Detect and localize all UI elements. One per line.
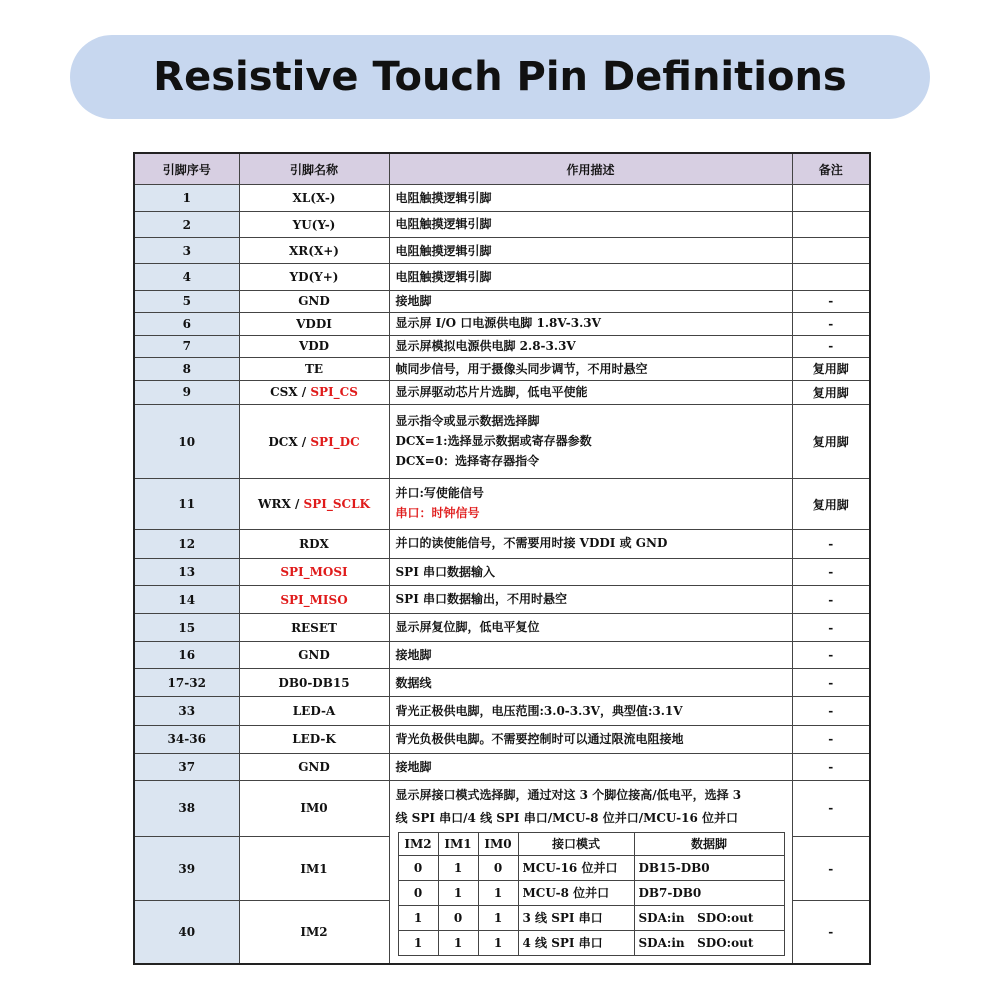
- pin-number-cell: 34-36: [134, 725, 239, 753]
- pin-name-cell: IM0: [239, 780, 389, 836]
- pin-name: GND: [298, 648, 330, 663]
- pin-name-cell: [239, 335, 389, 357]
- pin-note-cell: [792, 212, 870, 238]
- pin-description-cell: [389, 405, 792, 479]
- mode-cell: 1: [438, 930, 478, 955]
- table-row: [134, 780, 870, 836]
- pin-name-cell: [239, 642, 389, 669]
- mode-cell: MCU-16 位并口: [518, 855, 634, 880]
- description-line-serial: 串口：时钟信号: [395, 506, 480, 521]
- pin-description-cell: [389, 479, 792, 529]
- pin-name-cell: [239, 697, 389, 725]
- description-line: DCX=0：选择寄存器指令: [395, 453, 540, 468]
- pin-name: LED-A: [292, 704, 336, 719]
- pin-name-cell: [239, 238, 389, 264]
- pin-description-cell: 数据线: [389, 669, 792, 697]
- pin-number-cell: 2: [134, 212, 239, 238]
- pin-note-cell: 复用脚: [792, 479, 870, 529]
- pin-number-cell: 8: [134, 357, 239, 380]
- table-row: [134, 725, 870, 753]
- pin-name: TE: [304, 361, 324, 376]
- pin-note-cell: -: [792, 669, 870, 697]
- table-row: [134, 290, 870, 312]
- pin-note-cell: -: [792, 290, 870, 312]
- mode-row: [398, 855, 784, 880]
- table-row: [134, 212, 870, 238]
- table-row: [134, 558, 870, 585]
- pin-name: CSX /: [270, 385, 311, 400]
- pin-number-cell: 4: [134, 264, 239, 290]
- pin-note-cell: 复用脚: [792, 357, 870, 380]
- table-row: [134, 697, 870, 725]
- pin-number-cell: 37: [134, 753, 239, 780]
- pin-number-cell: 39: [134, 836, 239, 901]
- pin-note-cell: [792, 238, 870, 264]
- header-pin-name: 引脚名称: [239, 153, 389, 185]
- table-row: [134, 238, 870, 264]
- mode-row: [398, 930, 784, 955]
- pin-description-cell: 接地脚: [389, 753, 792, 780]
- pin-name: XL(X-): [292, 191, 336, 206]
- pin-description-cell: 显示屏 I/O 口电源供电脚 1.8V-3.3V: [389, 312, 792, 335]
- table-row: [134, 753, 870, 780]
- mode-header-cell: 数据脚: [634, 832, 784, 855]
- header-pin-number: 引脚序号: [134, 153, 239, 185]
- pin-name: DB0-DB15: [278, 675, 350, 690]
- mode-header-cell: 接口模式: [518, 832, 634, 855]
- pin-definition-table: [133, 152, 871, 965]
- pin-description-cell: 电阻触摸逻辑引脚: [389, 264, 792, 290]
- pin-description-cell: 并口的读使能信号，不需要用时接 VDDI 或 GND: [389, 529, 792, 558]
- description-line: 线 SPI 串口/4 线 SPI 串口/MCU-8 位并口/MCU-16 位并口: [395, 810, 739, 825]
- mode-cell: 3 线 SPI 串口: [518, 905, 634, 930]
- mode-header-cell: IM1: [438, 832, 478, 855]
- mode-cell: 1: [478, 905, 518, 930]
- pin-name: DCX /: [268, 434, 311, 449]
- mode-header-row: [398, 832, 784, 855]
- table-row: [134, 312, 870, 335]
- pin-name-spi: SPI_SCLK: [303, 497, 370, 512]
- pin-name-cell: [239, 585, 389, 613]
- pin-note-cell: -: [792, 901, 870, 964]
- pin-number-cell: 14: [134, 585, 239, 613]
- pin-note-cell: -: [792, 642, 870, 669]
- pin-description-cell: SPI 串口数据输出，不用时悬空: [389, 585, 792, 613]
- table-row: [134, 614, 870, 642]
- pin-number-cell: 5: [134, 290, 239, 312]
- table-row: [134, 669, 870, 697]
- pin-number-cell: 11: [134, 479, 239, 529]
- pin-number-cell: 3: [134, 238, 239, 264]
- pin-name-cell: IM2: [239, 901, 389, 964]
- interface-mode-table: [398, 832, 785, 956]
- pin-description-cell: 背光负极供电脚。不需要控制时可以通过限流电阻接地: [389, 725, 792, 753]
- description-line: 显示指令或显示数据选择脚: [395, 414, 540, 429]
- pin-name-cell: [239, 212, 389, 238]
- pin-note-cell: -: [792, 836, 870, 901]
- mode-cell: 0: [438, 905, 478, 930]
- pin-name-cell: [239, 753, 389, 780]
- mode-cell: 1: [438, 855, 478, 880]
- pin-name: XR(X+): [288, 243, 339, 258]
- title-banner: [70, 35, 930, 119]
- mode-row: [398, 905, 784, 930]
- pin-name-spi: SPI_CS: [310, 385, 358, 400]
- pin-name: RDX: [299, 536, 329, 551]
- pin-name-cell: [239, 312, 389, 335]
- pin-name: WRX /: [258, 497, 304, 512]
- pin-name-cell: [239, 264, 389, 290]
- pin-name: LED-K: [292, 732, 336, 747]
- mode-cell: 1: [438, 880, 478, 905]
- pin-number-cell: 1: [134, 185, 239, 212]
- pin-number-cell: 16: [134, 642, 239, 669]
- pin-note-cell: -: [792, 780, 870, 836]
- mode-cell: 1: [478, 880, 518, 905]
- mode-cell: SDA:in SDO:out: [634, 930, 784, 955]
- mode-cell: SDA:in SDO:out: [634, 905, 784, 930]
- pin-note-cell: [792, 185, 870, 212]
- pin-note-cell: -: [792, 335, 870, 357]
- description-line: 并口:写使能信号: [395, 486, 484, 501]
- pin-number-cell: 10: [134, 405, 239, 479]
- pin-name: YU(Y-): [292, 217, 336, 232]
- pin-name: YD(Y+): [289, 269, 339, 284]
- pin-note-cell: -: [792, 614, 870, 642]
- pin-name-cell: [239, 479, 389, 529]
- table-row: [134, 264, 870, 290]
- mode-cell: DB15-DB0: [634, 855, 784, 880]
- pin-name: GND: [298, 759, 330, 774]
- pin-note-cell: -: [792, 585, 870, 613]
- pin-note-cell: -: [792, 558, 870, 585]
- pin-number-cell: 12: [134, 529, 239, 558]
- mode-cell: MCU-8 位并口: [518, 880, 634, 905]
- pin-name: VDDI: [296, 316, 332, 331]
- mode-cell: 0: [398, 880, 438, 905]
- table-row: [134, 585, 870, 613]
- pin-note-cell: -: [792, 725, 870, 753]
- pin-name: VDD: [298, 339, 330, 354]
- pin-name-cell: IM1: [239, 836, 389, 901]
- mode-cell: DB7-DB0: [634, 880, 784, 905]
- pin-number-cell: 7: [134, 335, 239, 357]
- table-row: [134, 642, 870, 669]
- pin-description-cell: 背光正极供电脚，电压范围:3.0-3.3V，典型值:3.1V: [389, 697, 792, 725]
- table-row: [134, 479, 870, 529]
- pin-note-cell: -: [792, 529, 870, 558]
- pin-name-cell: [239, 725, 389, 753]
- description-line: 显示屏接口模式选择脚，通过对这 3 个脚位接高/低电平，选择 3: [395, 787, 742, 802]
- pin-number-cell: 40: [134, 901, 239, 964]
- pin-description-cell: 接地脚: [389, 290, 792, 312]
- pin-name-cell: [239, 558, 389, 585]
- pin-note-cell: [792, 264, 870, 290]
- pin-description-cell: 电阻触摸逻辑引脚: [389, 185, 792, 212]
- mode-cell: 4 线 SPI 串口: [518, 930, 634, 955]
- mode-cell: 1: [398, 930, 438, 955]
- pin-name-cell: [239, 290, 389, 312]
- pin-number-cell: 6: [134, 312, 239, 335]
- pin-name-cell: [239, 405, 389, 479]
- table-row: [134, 405, 870, 479]
- table-row: [134, 529, 870, 558]
- im-description-cell: [389, 780, 792, 964]
- pin-name-spi: SPI_MISO: [280, 592, 348, 607]
- header-description: 作用描述: [389, 153, 792, 185]
- pin-name-cell: [239, 185, 389, 212]
- table-header-row: [134, 153, 870, 185]
- mode-cell: 0: [478, 855, 518, 880]
- pin-number-cell: 33: [134, 697, 239, 725]
- mode-header-cell: IM0: [478, 832, 518, 855]
- pin-name-spi: SPI_DC: [310, 434, 360, 449]
- mode-cell: 0: [398, 855, 438, 880]
- pin-note-cell: -: [792, 753, 870, 780]
- pin-name-spi: SPI_MOSI: [280, 564, 348, 579]
- pin-description-cell: 显示屏驱动芯片片选脚，低电平使能: [389, 380, 792, 404]
- table-row: [134, 380, 870, 404]
- page-title: Resistive Touch Pin Definitions: [153, 54, 847, 100]
- pin-description-cell: 显示屏模拟电源供电脚 2.8-3.3V: [389, 335, 792, 357]
- mode-cell: 1: [478, 930, 518, 955]
- mode-row: [398, 880, 784, 905]
- pin-name: RESET: [291, 620, 337, 635]
- pin-name-cell: [239, 614, 389, 642]
- pin-name-cell: [239, 529, 389, 558]
- description-line: DCX=1:选择显示数据或寄存器参数: [395, 433, 592, 448]
- table-row: [134, 357, 870, 380]
- pin-note-cell: -: [792, 312, 870, 335]
- mode-cell: 1: [398, 905, 438, 930]
- pin-note-cell: 复用脚: [792, 405, 870, 479]
- header-note: 备注: [792, 153, 870, 185]
- pin-number-cell: 17-32: [134, 669, 239, 697]
- pin-description-cell: 电阻触摸逻辑引脚: [389, 238, 792, 264]
- pin-name-cell: [239, 669, 389, 697]
- table-row: [134, 335, 870, 357]
- pin-note-cell: -: [792, 697, 870, 725]
- pin-name-cell: [239, 380, 389, 404]
- pin-description-cell: 显示屏复位脚，低电平复位: [389, 614, 792, 642]
- pin-number-cell: 9: [134, 380, 239, 404]
- pin-number-cell: 38: [134, 780, 239, 836]
- pin-number-cell: 15: [134, 614, 239, 642]
- pin-description-cell: SPI 串口数据输入: [389, 558, 792, 585]
- pin-description-cell: 电阻触摸逻辑引脚: [389, 212, 792, 238]
- pin-name: GND: [298, 294, 330, 309]
- pin-note-cell: 复用脚: [792, 380, 870, 404]
- pin-name-cell: [239, 357, 389, 380]
- pin-description-cell: 接地脚: [389, 642, 792, 669]
- pin-description-cell: 帧同步信号，用于摄像头同步调节，不用时悬空: [389, 357, 792, 380]
- mode-header-cell: IM2: [398, 832, 438, 855]
- table-row: [134, 185, 870, 212]
- pin-number-cell: 13: [134, 558, 239, 585]
